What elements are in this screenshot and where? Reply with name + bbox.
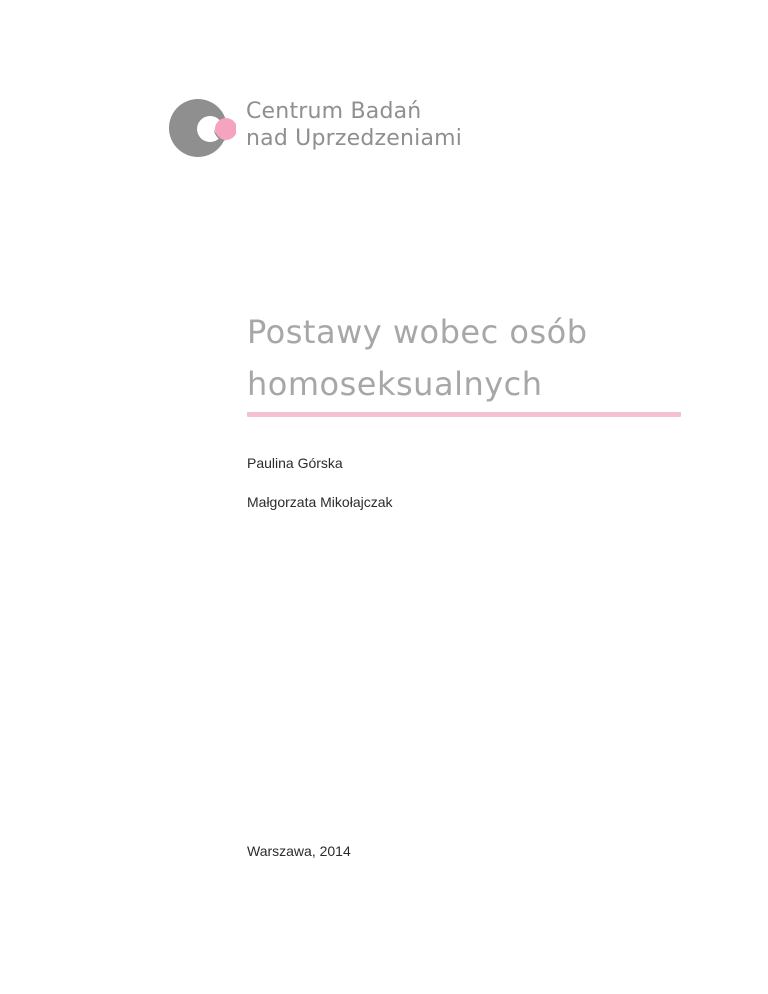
- organization-name-line-1: Centrum Badań: [246, 99, 422, 124]
- author-name: Paulina Górska: [247, 455, 343, 471]
- document-title-block: [247, 306, 683, 410]
- organization-name-line-2: nad Uprzedzeniami: [246, 126, 463, 151]
- document-title: [247, 306, 683, 410]
- organization-logo: [166, 96, 496, 160]
- crescent-logo-icon: [166, 98, 236, 158]
- document-title-line-1: Postawy wobec osób: [247, 313, 588, 351]
- document-title-line-2: homoseksualnych: [247, 365, 543, 403]
- publication-place-date: Warszawa, 2014: [247, 843, 351, 859]
- title-divider: [247, 412, 681, 417]
- author-name: Małgorzata Mikołajczak: [247, 494, 393, 510]
- organization-name: [246, 98, 462, 152]
- authors-list: [247, 454, 393, 532]
